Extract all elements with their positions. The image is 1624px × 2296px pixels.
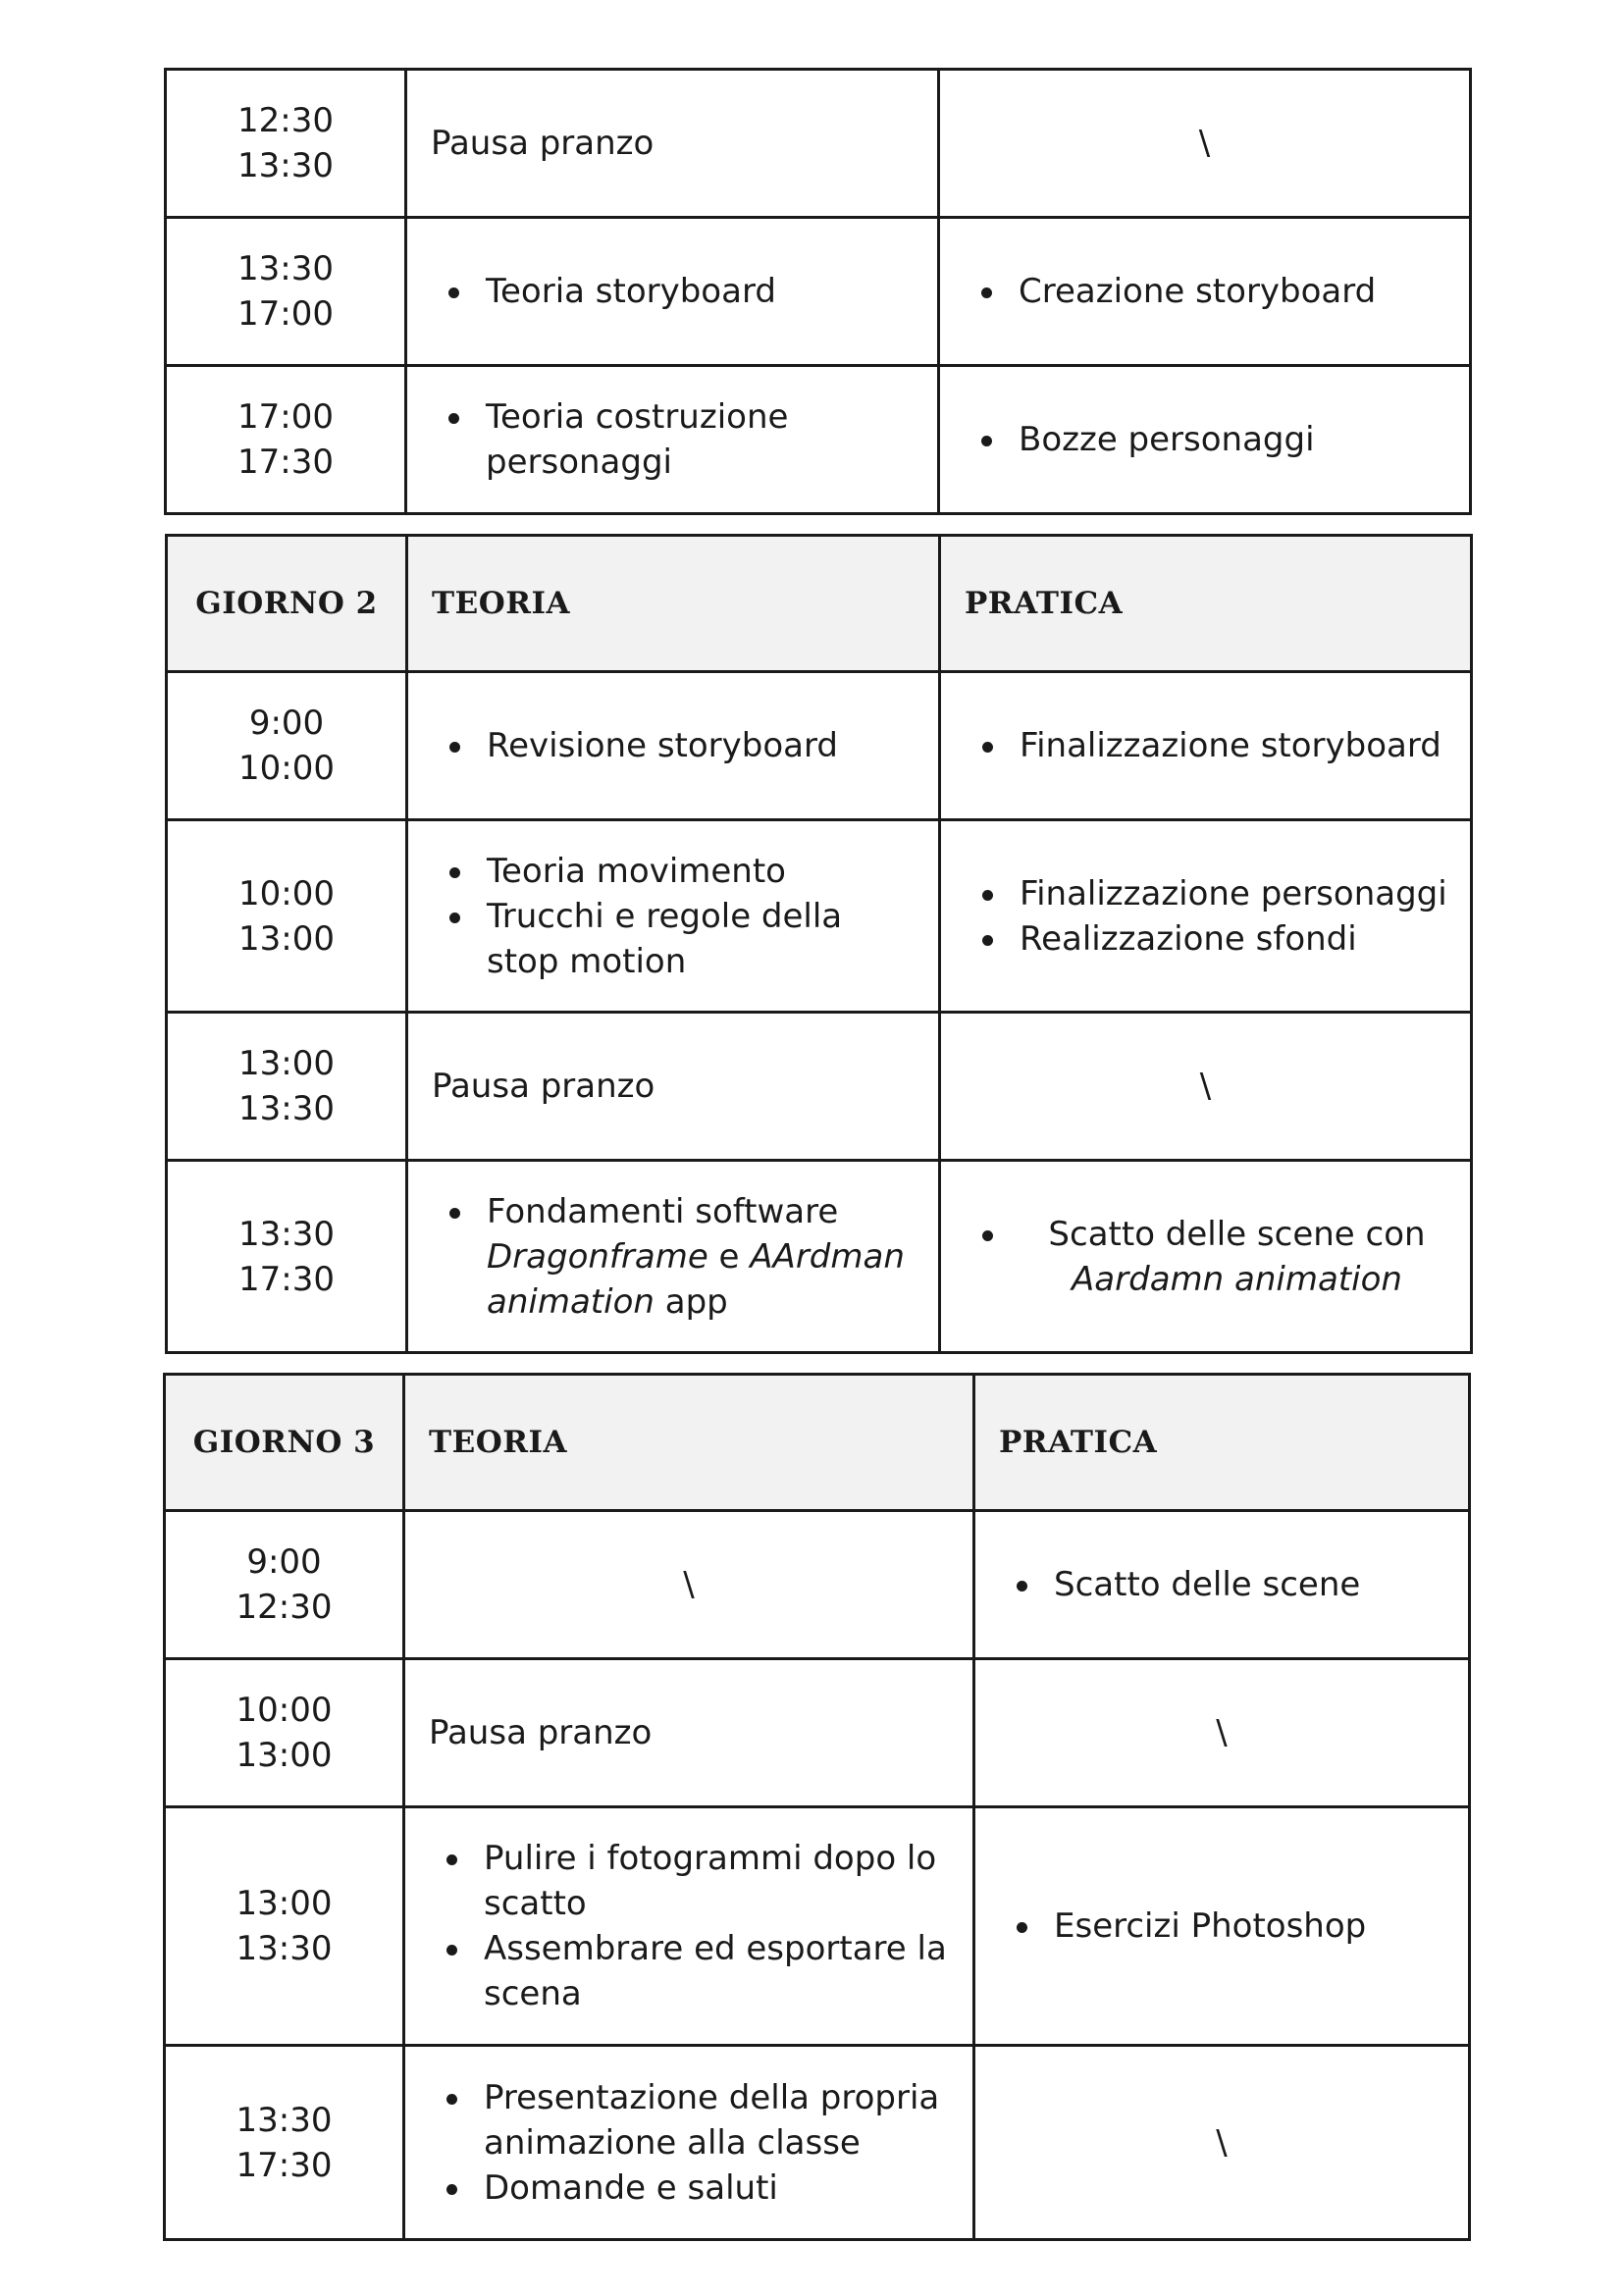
day-header: GIORNO 2 [167,536,407,672]
time-start: 13:30 [237,249,334,288]
schedule-table-day1-continued [164,68,1472,515]
pratica-cell [940,820,1472,1013]
table-row [167,1013,1472,1161]
time-start: 10:00 [236,1691,333,1730]
time-start: 13:30 [236,2100,333,2140]
schedule-table-day3 [163,1373,1471,2241]
list-item: Creazione storyboard [1019,269,1453,314]
time-start: 13:00 [238,1044,335,1083]
time-start: 13:00 [236,1884,333,1923]
teoria-cell: Pausa pranzo [406,70,939,218]
table-row [166,366,1471,514]
time-end: 13:30 [238,1089,335,1128]
table-row [166,218,1471,366]
list-item [487,1189,922,1325]
table-row [167,820,1472,1013]
schedule-table-day2 [165,534,1473,1354]
teoria-cell [407,672,940,820]
pratica-header: PRATICA [974,1375,1470,1511]
list-item: Trucchi e regole della stop motion [487,894,922,984]
list-item: Revisione storyboard [487,723,922,768]
table-row [165,1511,1470,1659]
time-start: 17:00 [237,397,334,437]
time-end: 17:30 [237,443,334,482]
time-start: 13:30 [238,1214,335,1254]
pratica-cell: \ [974,1659,1470,1807]
time-cell [165,1659,404,1807]
time-cell [167,672,407,820]
list-item: Assembrare ed esportare la scena [484,1926,957,2016]
time-cell [166,366,406,514]
pratica-cell [939,218,1471,366]
list-item: Scatto delle scene [1054,1562,1452,1607]
time-cell [165,1511,404,1659]
table-row [167,1161,1472,1353]
time-end: 17:30 [238,1259,335,1299]
pratica-cell [939,366,1471,514]
table-row [166,70,1471,218]
pratica-cell: \ [939,70,1471,218]
list-item: Finalizzazione personaggi [1020,871,1454,916]
list-item: Finalizzazione storyboard [1020,723,1454,768]
table-row [165,1659,1470,1807]
list-item: Realizzazione sfondi [1020,916,1454,962]
time-end: 13:30 [236,1929,333,1968]
text-segment: Fondamenti software [487,1191,839,1231]
time-end: 13:00 [236,1736,333,1775]
software-name: Aardamn animation [1072,1259,1402,1299]
pratica-cell: \ [974,2046,1470,2240]
teoria-cell: Pausa pranzo [404,1659,974,1807]
table-header-row [165,1375,1470,1511]
software-name: Dragonframe [487,1236,708,1277]
table-row [165,1807,1470,2046]
time-end: 12:30 [236,1588,333,1627]
list-item: Pulire i fotogrammi dopo lo scatto [484,1836,957,1926]
pratica-header: PRATICA [940,536,1472,672]
pratica-cell [940,672,1472,820]
text-segment: e [707,1236,751,1277]
time-start: 9:00 [248,704,325,743]
teoria-header: TEORIA [404,1375,974,1511]
text-segment: app [654,1281,728,1322]
time-end: 17:30 [236,2145,333,2185]
pratica-cell: \ [940,1013,1472,1161]
teoria-cell: Pausa pranzo [407,1013,940,1161]
teoria-cell [406,218,939,366]
list-item: Teoria movimento [487,849,922,894]
teoria-cell [404,1807,974,2046]
list-item: Bozze personaggi [1019,417,1453,462]
list-item: Teoria storyboard [486,269,921,314]
time-cell [166,70,406,218]
teoria-cell: \ [404,1511,974,1659]
list-item: Teoria costruzione personaggi [486,394,921,485]
teoria-cell [407,820,940,1013]
time-start: 10:00 [238,873,335,913]
time-cell [166,218,406,366]
teoria-cell [407,1161,940,1353]
time-cell [167,1161,407,1353]
time-start: 12:30 [237,101,334,140]
time-cell [167,820,407,1013]
list-item: Esercizi Photoshop [1054,1904,1452,1949]
list-item: Domande e saluti [484,2166,957,2211]
text-segment: Scatto delle scene con [1048,1214,1426,1254]
table-row [167,672,1472,820]
time-end: 13:30 [237,146,334,185]
time-cell [167,1013,407,1161]
time-cell [165,2046,404,2240]
pratica-cell [974,1511,1470,1659]
time-start: 9:00 [246,1542,322,1582]
teoria-cell [404,2046,974,2240]
day-header: GIORNO 3 [165,1375,404,1511]
list-item: Presentazione della propria animazione alla classe [484,2075,957,2166]
pratica-cell [974,1807,1470,2046]
time-end: 17:00 [237,294,334,334]
time-cell [165,1807,404,2046]
time-end: 10:00 [238,749,335,788]
table-row [165,2046,1470,2240]
teoria-cell [406,366,939,514]
table-header-row [167,536,1472,672]
software-name: AArdman animation [487,1236,905,1322]
pratica-cell [940,1161,1472,1353]
list-item [1020,1212,1454,1302]
time-end: 13:00 [238,918,335,959]
teoria-header: TEORIA [407,536,940,672]
